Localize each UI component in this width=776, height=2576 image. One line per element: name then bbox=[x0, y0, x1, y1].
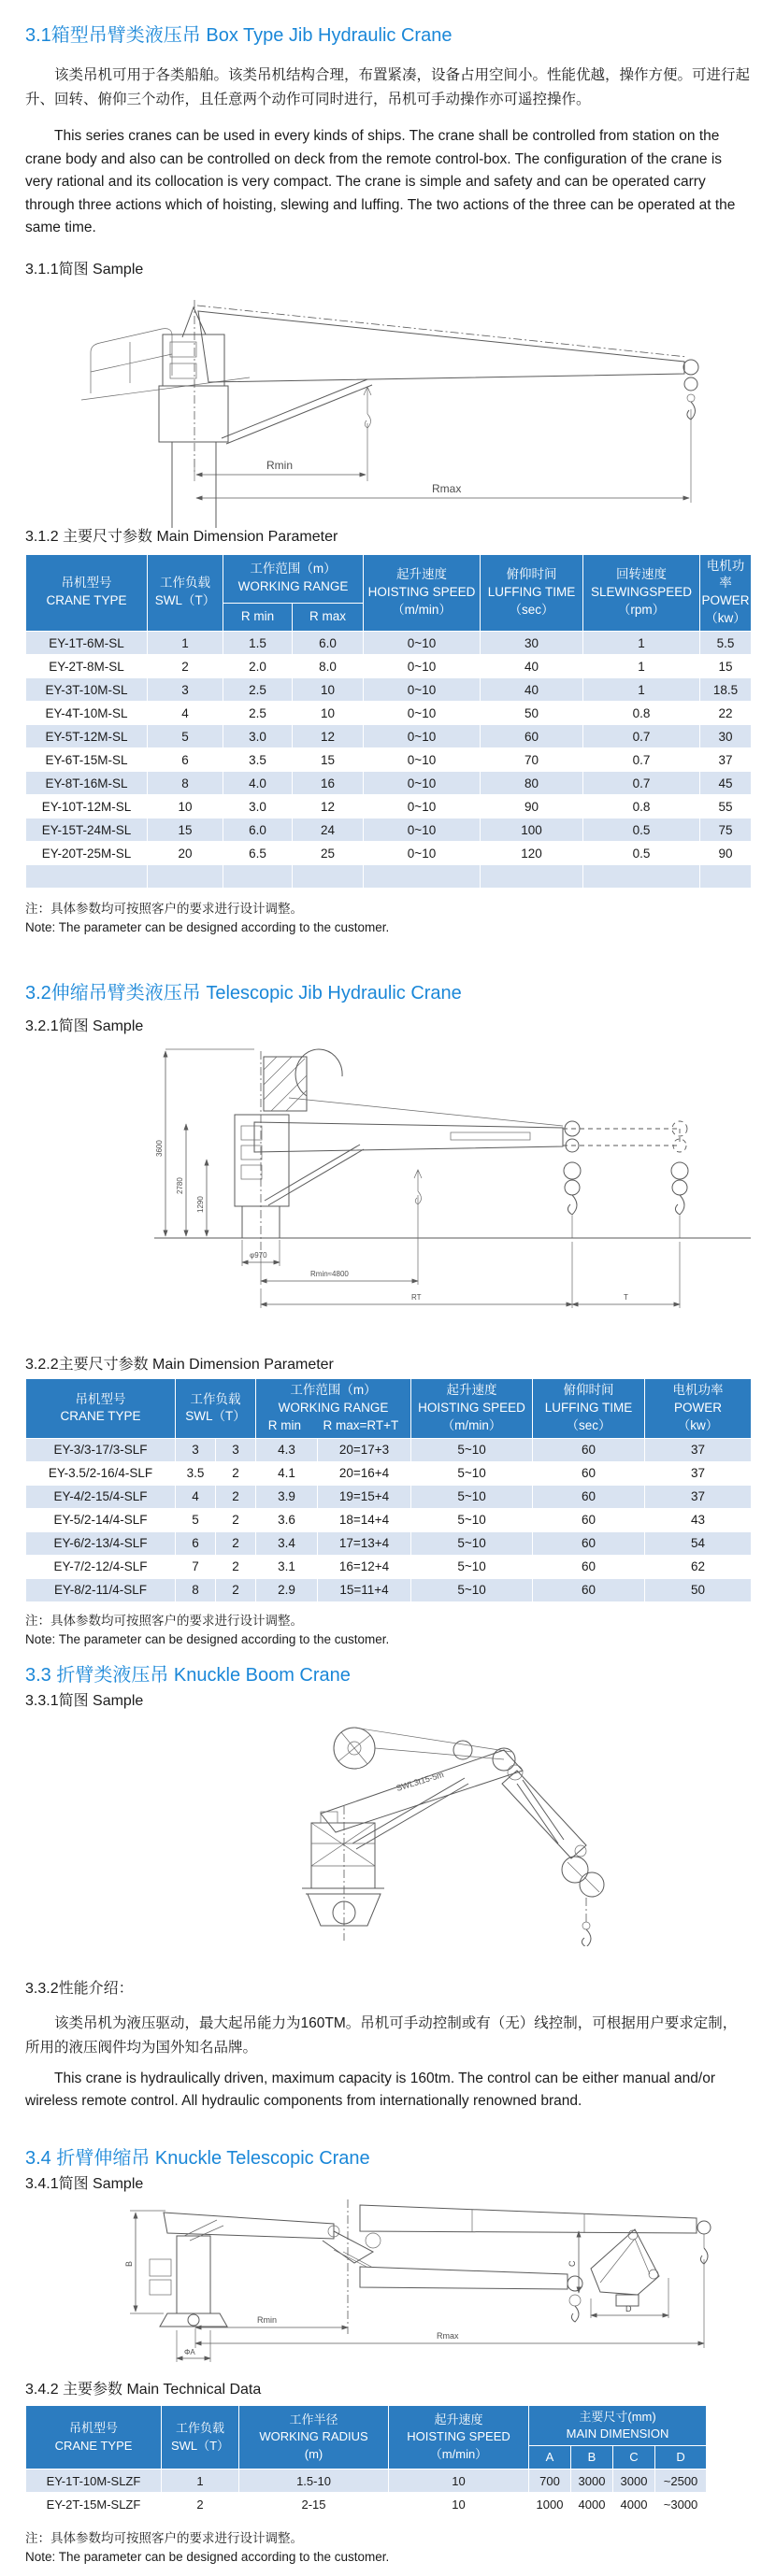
table-cell: 3.6 bbox=[256, 1508, 318, 1531]
dim-3600-label: 3600 bbox=[155, 1140, 164, 1158]
table-cell: 70 bbox=[481, 748, 583, 772]
table-cell: 15 bbox=[293, 748, 364, 772]
table-row bbox=[26, 678, 752, 702]
table-cell: 10 bbox=[293, 678, 364, 702]
table-cell: 30 bbox=[700, 725, 752, 748]
table-cell: 6.0 bbox=[223, 818, 293, 842]
table-cell: EY-15T-24M-SL bbox=[26, 818, 148, 842]
heading-3-3-2-performance: 3.3.2性能介绍： bbox=[25, 1980, 134, 1997]
col-crane-type: 吊机型号 CRANE TYPE bbox=[26, 554, 148, 632]
table-cell: EY-6T-15M-SL bbox=[26, 748, 148, 772]
col-r-min: R min bbox=[223, 603, 293, 631]
col-working-range: 工作范围（m） WORKING RANGE bbox=[223, 554, 364, 603]
table-cell: ~3000 bbox=[655, 2493, 707, 2516]
table-cell: 18.5 bbox=[700, 678, 752, 702]
table-cell: 4 bbox=[148, 702, 223, 725]
table-cell: 3 bbox=[148, 678, 223, 702]
table-cell: 10 bbox=[389, 2469, 529, 2493]
col-dim-d: D bbox=[655, 2446, 707, 2469]
col-hoisting-speed: 起升速度 HOISTING SPEED （m/min） bbox=[389, 2405, 529, 2469]
note-en: Note: The parameter can be designed according to the customer. bbox=[25, 1631, 390, 1646]
dim-b-label: B bbox=[124, 2260, 134, 2267]
table-cell: 2 bbox=[216, 1508, 256, 1531]
col-dim-b: B bbox=[571, 2446, 613, 2469]
table-cell: 2 bbox=[216, 1461, 256, 1485]
table-cell: 3.5 bbox=[176, 1461, 216, 1485]
table-cell bbox=[583, 865, 700, 889]
table-row bbox=[26, 1485, 752, 1508]
note-en: Note: The parameter can be designed according to the customer. bbox=[25, 920, 390, 935]
table-cell: 120 bbox=[481, 842, 583, 865]
table-cell: 40 bbox=[481, 678, 583, 702]
table-cell: 10 bbox=[389, 2493, 529, 2516]
table-row bbox=[26, 1508, 752, 1531]
section-3-1-paragraph-cn: 该类吊机可用于各类船舶。该类吊机结构合理，布置紧凑，设备占用空间小。性能优越，操作方便。可进行起升、回转、俯仰三个动作，且任意两个动作可同时进行，吊机可手动操作亦可遥控操作。 bbox=[25, 67, 751, 107]
section-3-2-title: 3.2伸缩吊臂类液压吊 Telescopic Jib Hydraulic Crane bbox=[25, 983, 462, 1004]
table-cell: 5~10 bbox=[411, 1531, 533, 1555]
table-row bbox=[26, 1531, 752, 1555]
table-cell: 50 bbox=[645, 1578, 752, 1601]
table-cell: 12 bbox=[293, 725, 364, 748]
table-cell: 3 bbox=[176, 1438, 216, 1461]
table-row bbox=[26, 748, 752, 772]
table-cell: 1 bbox=[162, 2469, 239, 2493]
table-cell: 60 bbox=[533, 1531, 645, 1555]
table-cell: 80 bbox=[481, 772, 583, 795]
box-jib-crane-drawing bbox=[25, 283, 751, 528]
table-row bbox=[26, 1438, 752, 1461]
table-cell: 3.4 bbox=[256, 1531, 318, 1555]
knuckle-boom-crane-drawing bbox=[25, 1713, 751, 1946]
dim-t-label: T bbox=[624, 1293, 628, 1302]
section-3-3-paragraph-cn: 该类吊机为液压驱动，最大起吊能力为160TM。吊机可手动控制或有（无）线控制，可根据用户要求定制，所用的液压阀件均为国外知名品牌。 bbox=[25, 2014, 738, 2056]
table-cell: 2.9 bbox=[256, 1578, 318, 1601]
note-cn: 注：具体参数均可按照客户的要求进行设计调整。 bbox=[25, 902, 303, 917]
table-cell: 20 bbox=[148, 842, 223, 865]
table-cell: 60 bbox=[481, 725, 583, 748]
table-cell: 5.5 bbox=[700, 632, 752, 655]
table-cell: 1 bbox=[583, 678, 700, 702]
dim-rmax-label: Rmax bbox=[437, 2330, 459, 2341]
dim-dia-label: φ970 bbox=[250, 1251, 267, 1260]
table-row bbox=[26, 2493, 707, 2516]
dim-rmin-label: Rmin bbox=[257, 2314, 278, 2325]
col-crane-type: 吊机型号 CRANE TYPE bbox=[26, 2405, 162, 2469]
table-cell: 50 bbox=[481, 702, 583, 725]
table-cell: 5 bbox=[148, 725, 223, 748]
table-cell: 8 bbox=[176, 1578, 216, 1601]
heading-3-2-1-sample: 3.2.1简图 Sample bbox=[25, 1018, 144, 1035]
table-cell: 5~10 bbox=[411, 1461, 533, 1485]
col-swl: 工作负载 SWL（T） bbox=[176, 1379, 256, 1439]
table-cell: 37 bbox=[700, 748, 752, 772]
main-technical-data-table bbox=[25, 2405, 707, 2517]
table-cell: 1 bbox=[148, 632, 223, 655]
col-r-max: R max bbox=[293, 603, 364, 631]
table-cell: 12 bbox=[293, 795, 364, 818]
col-hoisting-speed: 起升速度 HOISTING SPEED （m/min） bbox=[411, 1379, 533, 1439]
table-cell: 0.5 bbox=[583, 842, 700, 865]
table-cell: 15=11+4 bbox=[318, 1578, 411, 1601]
col-power: 电机功率 POWER （kw） bbox=[700, 554, 752, 632]
heading-3-3-1-sample: 3.3.1简图 Sample bbox=[25, 1692, 144, 1709]
table-cell: 4000 bbox=[613, 2493, 655, 2516]
table-cell: 4 bbox=[176, 1485, 216, 1508]
table-cell: 8.0 bbox=[293, 655, 364, 678]
table-cell bbox=[148, 865, 223, 889]
table-cell: 0.7 bbox=[583, 748, 700, 772]
table-cell: 2 bbox=[148, 655, 223, 678]
table-cell: 2 bbox=[216, 1555, 256, 1578]
table-cell bbox=[26, 865, 148, 889]
table-row bbox=[26, 865, 752, 889]
section-3-1-paragraph-en: This series cranes can be used in every kinds of ships. The crane shall be controlled from station on the crane body and also can be controlled on deck from the remote control-box. The configuration of the crane is very rational and its collocation is very compact. The crane is simple and safety and can be operated carry through three actions which of hoisting, slewing and luffing. The two actions of the three can be operated at the same time. bbox=[25, 128, 736, 235]
table-cell: 0~10 bbox=[364, 748, 481, 772]
table-cell: 0~10 bbox=[364, 655, 481, 678]
table-row bbox=[26, 702, 752, 725]
table-cell: 55 bbox=[700, 795, 752, 818]
main-dimension-table-2 bbox=[25, 1378, 752, 1602]
table-cell: EY-5T-12M-SL bbox=[26, 725, 148, 748]
table-cell: 2 bbox=[216, 1485, 256, 1508]
table-cell: 37 bbox=[645, 1461, 752, 1485]
table-row bbox=[26, 842, 752, 865]
table-cell: 0~10 bbox=[364, 842, 481, 865]
table-cell: 7 bbox=[176, 1555, 216, 1578]
heading-3-4-2-technical-data: 3.4.2 主要参数 Main Technical Data bbox=[25, 2381, 262, 2398]
table-cell: 10 bbox=[148, 795, 223, 818]
table-cell: 2.5 bbox=[223, 678, 293, 702]
table-cell: 3.0 bbox=[223, 725, 293, 748]
section-3-3-paragraph-en: This crane is hydraulically driven, maximum capacity is 160tm. The control can be either manual and/or wireless remote control. All hydraulic components from internationally renowned brand. bbox=[25, 2070, 716, 2110]
dim-phi-a-label: ΦA bbox=[184, 2347, 195, 2356]
dim-c-label: C bbox=[568, 2260, 577, 2267]
table-cell: 0~10 bbox=[364, 818, 481, 842]
table-cell: 2.0 bbox=[223, 655, 293, 678]
col-slewing-speed: 回转速度 SLEWINGSPEED （rpm） bbox=[583, 554, 700, 632]
table-cell: 0.7 bbox=[583, 772, 700, 795]
table-cell: 4.1 bbox=[256, 1461, 318, 1485]
section-3-4-title: 3.4 折臂伸缩吊 Knuckle Telescopic Crane bbox=[25, 2147, 370, 2169]
col-swl: 工作负载 SWL（T） bbox=[148, 554, 223, 632]
note-en: Note: The parameter can be designed according to the customer. bbox=[25, 2550, 390, 2565]
dim-rt-label: RT bbox=[411, 1293, 422, 1302]
main-dimension-table-1 bbox=[25, 554, 752, 890]
table-cell: 4000 bbox=[571, 2493, 613, 2516]
table-cell: 16=12+4 bbox=[318, 1555, 411, 1578]
table-cell: 5~10 bbox=[411, 1555, 533, 1578]
table-cell: 0.5 bbox=[583, 818, 700, 842]
table-row bbox=[26, 655, 752, 678]
col-swl: 工作负载 SWL（T） bbox=[162, 2405, 239, 2469]
table-cell: 3.0 bbox=[223, 795, 293, 818]
table-cell: 5~10 bbox=[411, 1508, 533, 1531]
table-cell: 37 bbox=[645, 1485, 752, 1508]
table-cell: 90 bbox=[700, 842, 752, 865]
boom-swl-label: SWL3t15-5m bbox=[395, 1769, 445, 1793]
col-main-dimension: 主要尺寸(mm) MAIN DIMENSION bbox=[529, 2405, 707, 2445]
table-cell: 0.7 bbox=[583, 725, 700, 748]
table-cell: 60 bbox=[533, 1438, 645, 1461]
table-cell: 16 bbox=[293, 772, 364, 795]
table-cell: 17=13+4 bbox=[318, 1531, 411, 1555]
table-cell: 0~10 bbox=[364, 772, 481, 795]
table-cell: EY-2T-8M-SL bbox=[26, 655, 148, 678]
table-cell: 60 bbox=[533, 1555, 645, 1578]
table-cell: 2.5 bbox=[223, 702, 293, 725]
table-cell: EY-8/2-11/4-SLF bbox=[26, 1578, 176, 1601]
table-cell: 15 bbox=[148, 818, 223, 842]
table-cell: 700 bbox=[529, 2469, 571, 2493]
telescopic-jib-crane-drawing bbox=[25, 1040, 751, 1313]
table-cell: 62 bbox=[645, 1555, 752, 1578]
table-cell: 15 bbox=[700, 655, 752, 678]
table-cell: 60 bbox=[533, 1578, 645, 1601]
table-cell bbox=[223, 865, 293, 889]
table-row bbox=[26, 1461, 752, 1485]
col-luffing-time: 俯仰时间 LUFFING TIME （sec） bbox=[481, 554, 583, 632]
col-working-range: 工作范围（m） WORKING RANGE R min R max=RT+T bbox=[256, 1379, 411, 1439]
table-cell: 5~10 bbox=[411, 1485, 533, 1508]
table-cell: 8 bbox=[148, 772, 223, 795]
table-row bbox=[26, 1555, 752, 1578]
table-cell: EY-4/2-15/4-SLF bbox=[26, 1485, 176, 1508]
note-cn: 注：具体参数均可按照客户的要求进行设计调整。 bbox=[25, 2531, 303, 2546]
knuckle-telescopic-crane-drawing bbox=[25, 2194, 751, 2381]
col-working-radius: 工作半径 WORKING RADIUS (m) bbox=[239, 2405, 389, 2469]
table-cell: 43 bbox=[645, 1508, 752, 1531]
note-cn: 注：具体参数均可按照客户的要求进行设计调整。 bbox=[25, 1613, 303, 1628]
table-cell: 2 bbox=[216, 1531, 256, 1555]
table-cell: 60 bbox=[533, 1461, 645, 1485]
table-cell: EY-4T-10M-SL bbox=[26, 702, 148, 725]
table-cell: 3 bbox=[216, 1438, 256, 1461]
table-cell: EY-3/3-17/3-SLF bbox=[26, 1438, 176, 1461]
table-cell: 2 bbox=[216, 1578, 256, 1601]
table-cell: 30 bbox=[481, 632, 583, 655]
table-cell: 90 bbox=[481, 795, 583, 818]
col-luffing-time: 俯仰时间 LUFFING TIME （sec） bbox=[533, 1379, 645, 1439]
dim-d-label: D bbox=[625, 2303, 632, 2313]
heading-3-1-2-parameters: 3.1.2 主要尺寸参数 Main Dimension Parameter bbox=[25, 528, 338, 545]
table-cell: EY-8T-16M-SL bbox=[26, 772, 148, 795]
table-cell: 0.8 bbox=[583, 795, 700, 818]
dim-1290-label: 1290 bbox=[196, 1196, 205, 1214]
table-cell: 1000 bbox=[529, 2493, 571, 2516]
table-cell: EY-1T-6M-SL bbox=[26, 632, 148, 655]
table-cell: 24 bbox=[293, 818, 364, 842]
col-crane-type: 吊机型号 CRANE TYPE bbox=[26, 1379, 176, 1439]
col-power: 电机功率 POWER （kw） bbox=[645, 1379, 752, 1439]
table-cell: 3000 bbox=[571, 2469, 613, 2493]
table-cell: 25 bbox=[293, 842, 364, 865]
table-cell: 20=16+4 bbox=[318, 1461, 411, 1485]
table-cell: EY-10T-12M-SL bbox=[26, 795, 148, 818]
dim-rmin-label: Rmin bbox=[266, 458, 294, 472]
table-cell: 10 bbox=[293, 702, 364, 725]
table-cell: 0~10 bbox=[364, 725, 481, 748]
table-cell: 60 bbox=[533, 1485, 645, 1508]
table-cell: 60 bbox=[533, 1508, 645, 1531]
table-cell: 1 bbox=[583, 655, 700, 678]
heading-3-2-2-parameters: 3.2.2主要尺寸参数 Main Dimension Parameter bbox=[25, 1357, 334, 1373]
table-cell: 3.9 bbox=[256, 1485, 318, 1508]
table-cell: 5~10 bbox=[411, 1578, 533, 1601]
dim-rmin-approx-label: Rmin≈4800 bbox=[310, 1270, 349, 1279]
table-cell: 100 bbox=[481, 818, 583, 842]
table-cell: 19=15+4 bbox=[318, 1485, 411, 1508]
dim-rmax-label: Rmax bbox=[432, 481, 462, 495]
table-cell: 1 bbox=[583, 632, 700, 655]
table-cell: EY-3T-10M-SL bbox=[26, 678, 148, 702]
table-cell: 75 bbox=[700, 818, 752, 842]
table-cell: 4.3 bbox=[256, 1438, 318, 1461]
table-cell: EY-7/2-12/4-SLF bbox=[26, 1555, 176, 1578]
table-cell: 6.0 bbox=[293, 632, 364, 655]
col-dim-a: A bbox=[529, 2446, 571, 2469]
table-cell: 5~10 bbox=[411, 1438, 533, 1461]
catalog-page bbox=[0, 24, 776, 2576]
table-cell: EY-6/2-13/4-SLF bbox=[26, 1531, 176, 1555]
table-row bbox=[26, 725, 752, 748]
table-cell: 18=14+4 bbox=[318, 1508, 411, 1531]
table-row bbox=[26, 632, 752, 655]
dim-2780-label: 2780 bbox=[176, 1177, 184, 1195]
heading-3-4-1-sample: 3.4.1简图 Sample bbox=[25, 2175, 144, 2192]
table-cell bbox=[700, 865, 752, 889]
section-3-1-title: 3.1箱型吊臂类液压吊 Box Type Jib Hydraulic Crane bbox=[25, 25, 453, 46]
table-cell: ~2500 bbox=[655, 2469, 707, 2493]
table-cell bbox=[364, 865, 481, 889]
table-cell: 2 bbox=[162, 2493, 239, 2516]
table-cell: 0~10 bbox=[364, 702, 481, 725]
table-cell: 5 bbox=[176, 1508, 216, 1531]
table-cell: 20=17+3 bbox=[318, 1438, 411, 1461]
table-cell: 45 bbox=[700, 772, 752, 795]
table-cell: 6 bbox=[148, 748, 223, 772]
table-cell: 40 bbox=[481, 655, 583, 678]
table-row bbox=[26, 1578, 752, 1601]
table-cell: 0~10 bbox=[364, 632, 481, 655]
table-cell bbox=[293, 865, 364, 889]
table-cell: 3.5 bbox=[223, 748, 293, 772]
table-cell: EY-3.5/2-16/4-SLF bbox=[26, 1461, 176, 1485]
table-cell: EY-20T-25M-SL bbox=[26, 842, 148, 865]
table-cell: 54 bbox=[645, 1531, 752, 1555]
table-cell: 6.5 bbox=[223, 842, 293, 865]
table-row bbox=[26, 772, 752, 795]
table-cell: 0~10 bbox=[364, 678, 481, 702]
table-cell: 1.5 bbox=[223, 632, 293, 655]
heading-3-1-1-sample: 3.1.1简图 Sample bbox=[25, 261, 144, 278]
table-cell: EY-1T-10M-SLZF bbox=[26, 2469, 162, 2493]
table-cell: EY-2T-15M-SLZF bbox=[26, 2493, 162, 2516]
table-row bbox=[26, 818, 752, 842]
table-cell: 6 bbox=[176, 1531, 216, 1555]
table-row bbox=[26, 2469, 707, 2493]
table-cell: 0.8 bbox=[583, 702, 700, 725]
table-cell: 3000 bbox=[613, 2469, 655, 2493]
table-cell bbox=[481, 865, 583, 889]
table-cell: 1.5-10 bbox=[239, 2469, 389, 2493]
table-cell: 4.0 bbox=[223, 772, 293, 795]
col-dim-c: C bbox=[613, 2446, 655, 2469]
table-row bbox=[26, 795, 752, 818]
table-cell: EY-5/2-14/4-SLF bbox=[26, 1508, 176, 1531]
col-hoisting-speed: 起升速度 HOISTING SPEED （m/min） bbox=[364, 554, 481, 632]
table-cell: 0~10 bbox=[364, 795, 481, 818]
table-cell: 37 bbox=[645, 1438, 752, 1461]
table-cell: 3.1 bbox=[256, 1555, 318, 1578]
table-cell: 22 bbox=[700, 702, 752, 725]
section-3-3-title: 3.3 折臂类液压吊 Knuckle Boom Crane bbox=[25, 1664, 351, 1686]
table-cell: 2-15 bbox=[239, 2493, 389, 2516]
